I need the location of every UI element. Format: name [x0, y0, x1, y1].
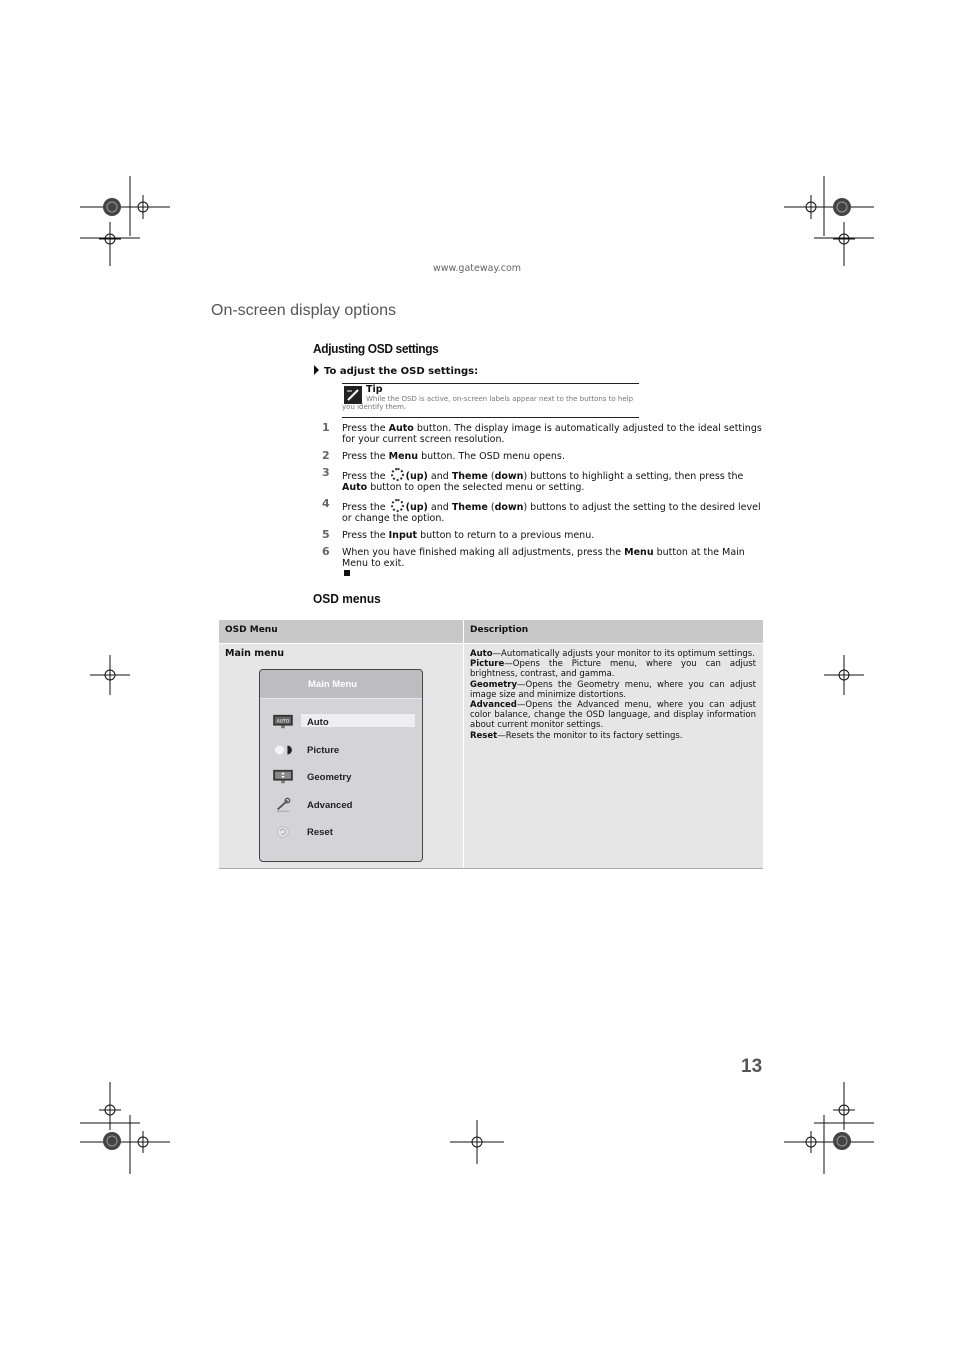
- step-text: Press the: [342, 502, 389, 513]
- step-text: Press the: [342, 451, 389, 462]
- osd-item-reset: [260, 824, 422, 842]
- table-header: [219, 620, 763, 644]
- row-label-main-menu: Main menu: [225, 648, 285, 659]
- desc-auto: [470, 649, 756, 659]
- osd-item-label: Advanced: [307, 800, 353, 811]
- website-url: www.gateway.com: [432, 263, 522, 274]
- step-number: 4: [322, 497, 330, 510]
- step-text: When you have finished making all adjustments, press the: [342, 547, 625, 558]
- section-title: On-screen display options: [211, 302, 396, 319]
- step-text: and: [427, 471, 452, 482]
- step-text: ) buttons to adjust the setting to the desired level or change the option.: [342, 502, 761, 524]
- step-number: 3: [322, 466, 330, 479]
- step-2: [322, 451, 762, 462]
- column-header-description: Description: [470, 625, 529, 635]
- auto-icon-text: AUTO: [276, 719, 290, 725]
- reset-icon: [271, 824, 295, 840]
- osd-menus-title: OSD menus: [313, 591, 381, 606]
- end-of-procedure-mark: [344, 570, 350, 576]
- term: Geometry: [470, 679, 517, 690]
- osd-menus-table: [219, 620, 763, 869]
- osd-main-menu-screenshot: [259, 669, 423, 862]
- step-text: (: [487, 502, 495, 513]
- column-header-osd-menu: OSD Menu: [225, 625, 278, 635]
- steps-list: [322, 423, 762, 575]
- desc-geometry: [470, 680, 756, 700]
- step-text: button at the Main Menu to exit.: [342, 547, 745, 569]
- step-text: button to open the selected menu or setting.: [367, 482, 585, 493]
- step-3: [322, 468, 762, 493]
- osd-item-label: Auto: [307, 717, 329, 728]
- osd-item-advanced: [260, 797, 422, 815]
- desc-reset: [470, 731, 756, 741]
- contrast-icon: [271, 742, 295, 758]
- osd-item-label: Geometry: [307, 772, 352, 783]
- step-number: 2: [322, 449, 330, 462]
- desc-advanced: [470, 700, 756, 731]
- auto-monitor-icon: [271, 714, 295, 730]
- arrow-right-icon: [314, 365, 319, 375]
- theme-button-label: Theme: [451, 502, 488, 513]
- step-1: [322, 423, 762, 445]
- main-menu-description: [470, 649, 756, 741]
- term: Picture: [470, 659, 505, 670]
- term-text: —Resets the monitor to its factory settings.: [497, 730, 683, 741]
- step-text: ) buttons to highlight a setting, then press the: [523, 471, 744, 482]
- osd-item-auto: [260, 714, 422, 732]
- term-text: —Automatically adjusts your monitor to its optimum settings.: [492, 649, 755, 659]
- term-text: —Opens the Picture menu, where you can adjust brightness, contrast, and gamma.: [470, 659, 756, 680]
- osd-item-geometry: [260, 769, 422, 787]
- osd-menu-title: Main Menu: [260, 670, 422, 699]
- subsection-title: Adjusting OSD settings: [313, 341, 439, 356]
- procedure-label: To adjust the OSD settings:: [324, 366, 479, 377]
- down-label: down: [494, 502, 524, 513]
- up-label: (up): [405, 471, 428, 482]
- wrench-icon: [271, 797, 295, 813]
- theme-button-label: Theme: [451, 471, 488, 482]
- step-number: 5: [322, 528, 330, 541]
- menu-button-label: Menu: [624, 547, 654, 558]
- down-label: down: [494, 471, 524, 482]
- auto-button-label: Auto: [388, 423, 414, 434]
- term-text: —Opens the Geometry menu, where you can adjust image size and minimize distortions.: [470, 679, 756, 700]
- step-text: (: [487, 471, 495, 482]
- tip-text: While the OSD is active, on-screen labels appear next to the buttons to help you identify them.: [342, 395, 634, 411]
- step-4: [322, 499, 762, 524]
- osd-item-picture: [260, 742, 422, 760]
- geometry-monitor-icon: [271, 769, 295, 785]
- step-number: 1: [322, 421, 330, 434]
- term: Reset: [470, 730, 498, 741]
- term-text: —Opens the Advanced menu, where you can adjust color balance, change the OSD language, and display information about current monitor settings.: [470, 700, 756, 731]
- brightness-icon: [391, 468, 404, 481]
- auto-button-label: Auto: [342, 482, 368, 493]
- osd-item-label: Reset: [307, 827, 333, 838]
- step-6: [322, 547, 762, 569]
- step-text: Press the: [342, 530, 389, 541]
- step-number: 6: [322, 545, 330, 558]
- step-text: button. The OSD menu opens.: [418, 451, 565, 462]
- input-button-label: Input: [388, 530, 418, 541]
- term: Advanced: [470, 700, 517, 711]
- step-5: [322, 530, 762, 541]
- step-text: button to return to a previous menu.: [417, 530, 595, 541]
- desc-picture: [470, 659, 756, 679]
- menu-button-label: Menu: [388, 451, 419, 462]
- osd-item-label: Picture: [307, 745, 340, 756]
- tip-title: Tip: [366, 384, 383, 395]
- step-text: Press the: [342, 471, 389, 482]
- term: Auto: [470, 649, 493, 659]
- procedure-heading: [314, 365, 478, 377]
- up-label: (up): [405, 502, 428, 513]
- column-divider: [463, 620, 464, 868]
- step-text: Press the: [342, 423, 389, 434]
- step-text: and: [427, 502, 452, 513]
- step-text: button. The display image is automatically adjusted to the ideal settings for your current screen resolution.: [342, 423, 762, 445]
- page-number: 13: [741, 1056, 763, 1077]
- brightness-icon: [391, 499, 404, 512]
